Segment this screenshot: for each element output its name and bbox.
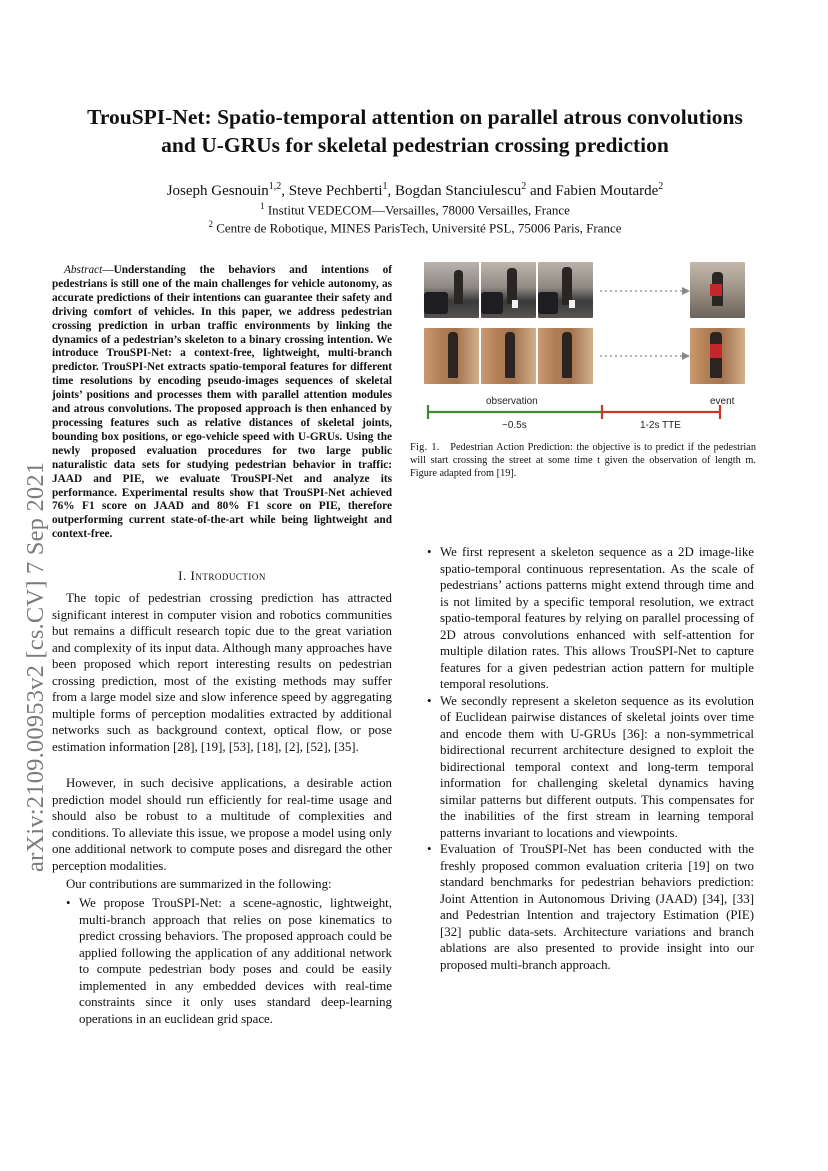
intro-paragraph-3 (52, 876, 392, 893)
paper-title (70, 103, 760, 159)
contribution-item: • We propose TrouSPI-Net: a scene-agnostic, lightweight, multi-branch approach that relies on pose kinematics to predict crossing behaviors. The proposed approach could be applied following the application of any additional network to compute pedestrian body poses and could be easily implemented in any embedded devices with real-time constraints since it only uses standard deep-learning operations in an euclidean grid space. (66, 895, 392, 1027)
affiliation-2 (60, 215, 770, 237)
paragraph-text: However, in such decisive applications, a desirable action prediction model should run efficiently for real-time usage and should also be robust to a multitude of complexities and conditions. To alleviate this issue, we propose a model using only one additional network to compute poses and disregard the other perception modalities. (52, 776, 392, 873)
tte-label: 1-2s TTE (640, 420, 681, 431)
arrow-head (682, 352, 690, 360)
affiliation-text: Centre de Robotique, MINES ParisTech, Université PSL, 75006 Paris, France (216, 220, 622, 236)
figure-1 (420, 258, 756, 438)
affiliation-text: Institut VEDECOM—Versailles, 78000 Versailles, France (267, 202, 570, 218)
author-affil-sup: 2 (521, 181, 527, 192)
affiliation-sup: 2 (208, 219, 213, 229)
author-name: Bogdan Stanciulescu (395, 183, 522, 199)
intro-paragraph-2 (52, 775, 392, 874)
contribution-list-left (66, 895, 392, 1027)
author-list: Joseph Gesnouin$^{1,2}$, Steve Pechberti$^1$, Bogdan Stanciulescu$^2$ and Fabien Moutarde$^2$ (166, 181, 664, 199)
abstract-dash: — (102, 264, 114, 276)
section-heading-text: I. Introduction (178, 568, 266, 583)
author-conjunction: and (526, 183, 556, 199)
author-affil-sup: 1 (382, 181, 388, 192)
author-name: Fabien Moutarde (555, 183, 659, 199)
caption-label: Fig. 1. (410, 442, 440, 453)
arrow-head (682, 287, 690, 295)
author-affil-sup: 1,2 (268, 181, 282, 192)
observation-time-label: ~0.5s (502, 420, 527, 431)
contribution-item: • We first represent a skeleton sequence as a 2D image-like spatio-temporal continuous representation. As the scale of pedestrians’ actions patterns might extend through time and is not limited by a specific temporal resolution, we extract spatio-temporal features by relying on parallel processing of 2D atrous convolutions enhanced with self-attention for multiple dilation rates. This allows TrouSPI-Net to capture features for a given pedestrian action pattern for multiple temporal resolutions. (427, 544, 754, 693)
abstract (52, 264, 392, 542)
event-label: event (710, 396, 735, 407)
figure-caption (410, 442, 756, 480)
figure-arrows (420, 258, 756, 438)
affiliation-sup: 1 (260, 201, 265, 211)
intro-paragraph-1 (52, 590, 392, 755)
author-name: Steve Pechberti (288, 183, 383, 199)
author-name: Joseph Gesnouin (166, 183, 269, 199)
paragraph-text: The topic of pedestrian crossing prediction has attracted significant interest in computer vision and robotics communities but remains a difficult research topic due to the great variation and complexity of its input data. Although many approaches have been proposed which report interesting results on pedestrian crossing prediction, most of the existing methods may suffer from a large model size and slow inference speed by aggregating multiple forms of perception modalities extracted by additional networks such as background context, optical flow, or pose estimation information [28], [19], [53], [18], [2], [52], [35]. (52, 591, 392, 754)
contribution-item: • Evaluation of TrouSPI-Net has been conducted with the freshly proposed common evaluation criteria [19] on two standard benchmarks for pedestrian behaviors prediction: Joint Attention in Autonomous Driving (JAAD) [34], [33] and Pedestrian Intention and trajectory Estimation (PIE) [32] public data-sets. Architecture variations and branch ablations are also presented to provide insight into our proposed multi-branch approach. (427, 841, 754, 973)
section-heading (52, 568, 392, 584)
abstract-label: Abstract (64, 264, 103, 276)
arxiv-stamp-text: arXiv:2109.00953v2 [cs.CV] 7 Sep 2021 (22, 461, 49, 872)
contribution-list-right (427, 544, 754, 973)
abstract-body: Understanding the behaviors and intentions of pedestrians is still one of the main challenges for vehicle autonomy, as accurate predictions of their intentions can guarantee their safety and driving comfort of vehicles. In this paper, we address pedestrian crossing prediction in urban traffic environments by linking the dynamics of a pedestrian’s skeleton to a binary crossing intention. We introduce TrouSPI-Net: a context-free, lightweight, multi-branch predictor. TrouSPI-Net extracts spatio-temporal features for different time resolutions by encoding pseudo-images sequences of skeletal joints’ positions and processes them with parallel attention modules and atrous convolutions. The proposed approach is then enhanced by processing features such as relative distances of skeletal joints, bounding box positions, or ego-vehicle speed with U-GRUs. Using the newly proposed evaluation procedures for two large public naturalistic data sets for studying pedestrian behavior in traffic: JAAD and PIE, we evaluate TrouSPI-Net and analyze its performance. Experimental results show that TrouSPI-Net achieved 76% F1 score on JAAD and 80% F1 score on PIE, therefore outperforming current state-of-the-art while being lightweight and context-free. (52, 264, 392, 541)
arxiv-stamp (18, 372, 54, 872)
title-line-2: and U-GRUs for skeletal pedestrian crossing prediction (161, 133, 669, 157)
paragraph-text: Our contributions are summarized in the following: (66, 877, 332, 891)
contribution-item: • We secondly represent a skeleton sequence as its evolution of Euclidean pairwise distances of skeletal joints over time and encode them with U-GRUs [36]: a non-symmetrical bidirectional recurrent architecture designed to exploit the bidirectional temporal context and long-term temporal information for challenging skeletal dynamics having similar patterns but different outputs. This compensates for the inabilities of the first stream in learning temporal patterns invariant to locations and viewpoints. (427, 693, 754, 842)
observation-label: observation (486, 396, 538, 407)
title-line-1: TrouSPI-Net: Spatio-temporal attention on parallel atrous convolutions (87, 105, 743, 129)
author-affil-sup: 2 (658, 181, 664, 192)
caption-text: Pedestrian Action Prediction: the objective is to predict if the pedestrian will start crossing the street at some time t given the observation of length m. Figure adapted from [19]. (410, 442, 756, 479)
